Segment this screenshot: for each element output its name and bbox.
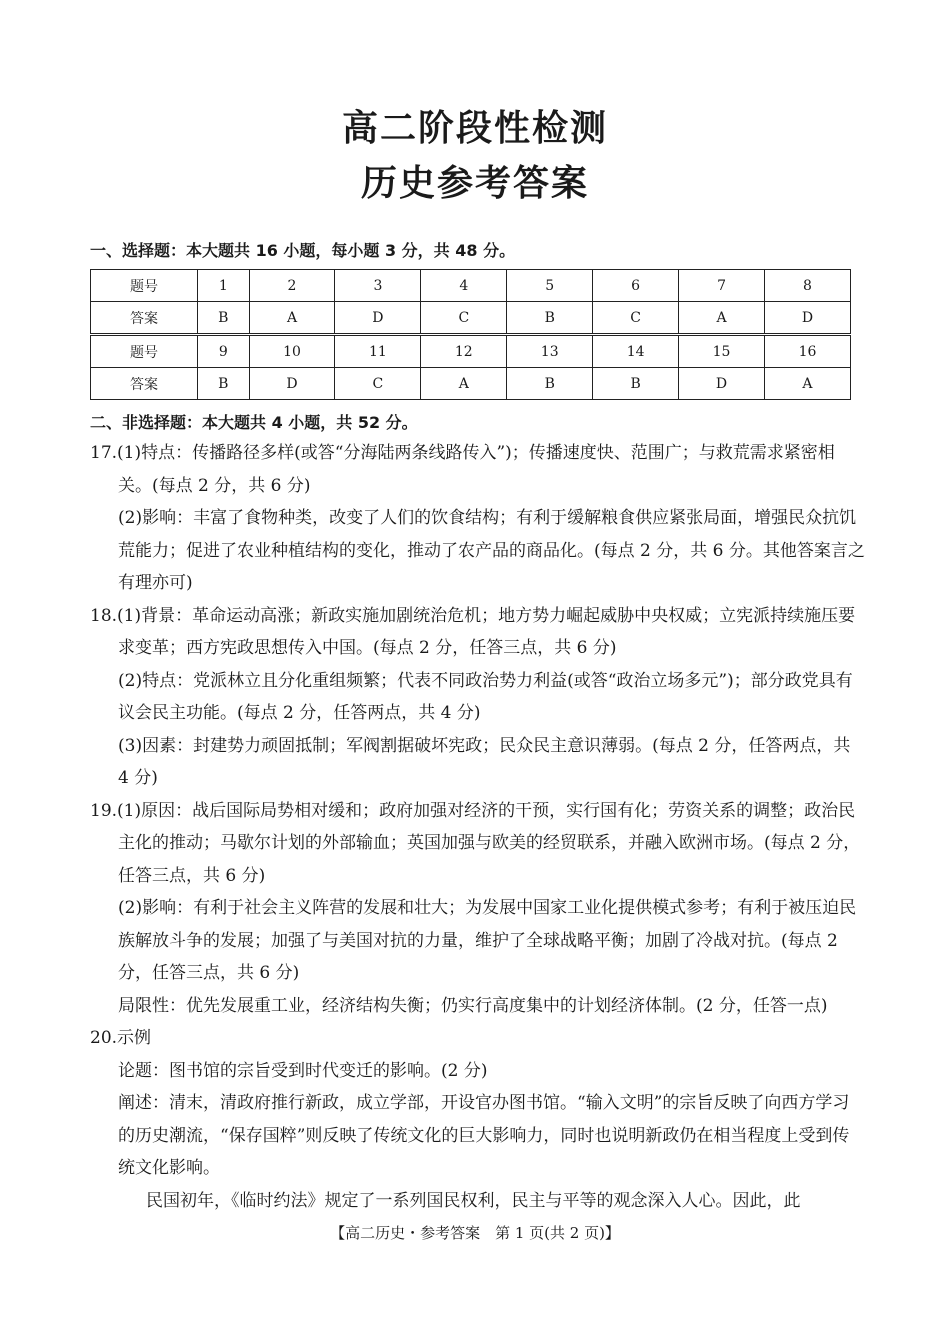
table-cell: D <box>335 302 421 335</box>
q20-label: 20.示例 <box>90 1028 152 1048</box>
answer-table <box>90 269 851 400</box>
table-cell: 12 <box>421 335 507 368</box>
row-label: 题号 <box>91 270 198 302</box>
table-cell: 8 <box>764 270 850 302</box>
table-cell: 10 <box>249 335 335 368</box>
q20-thesis: 论题：图书馆的宗旨受到时代变迁的影响。(2 分) <box>118 1060 488 1081</box>
table-cell: 5 <box>507 270 593 302</box>
q20-argument: 阐述：清末，清政府推行新政，成立学部，开设官办图书馆。“输入文明”的宗旨反映了向西方学习的历史潮流，“保存国粹”则反映了传统文化的巨大影响力，同时也说明新政仍在相当程度上受到传统文化影响。 <box>118 1093 850 1178</box>
q18-part1: 18.(1)背景：革命运动高涨；新政实施加剧统治危机；地方势力崛起威胁中央权威；立宪派持续施压要求变革；西方宪政思想传入中国。(每点 2 分，任答三点，共 6 分) <box>90 605 856 658</box>
table-cell: 3 <box>335 270 421 302</box>
table-cell: 14 <box>593 335 679 368</box>
table-row <box>91 302 851 335</box>
page-footer: 【高二历史・参考答案 第 1 页(共 2 页)】 <box>330 1224 620 1242</box>
q17-part2: (2)影响：丰富了食物种类，改变了人们的饮食结构；有利于缓解粮食供应紧张局面，增强民众抗饥荒能力；促进了农业种植结构的变化，推动了农产品的商品化。(每点 2 分，共 6 分。其他答案言之有理亦可) <box>118 508 865 593</box>
section1-heading: 一、选择题：本大题共 16 小题，每小题 3 分，共 48 分。 <box>90 241 516 260</box>
table-cell: A <box>764 368 850 400</box>
table-cell: B <box>198 368 250 400</box>
table-row <box>91 270 851 302</box>
q18-part3: (3)因素：封建势力顽固抵制；军阀割据破坏宪政；民众民主意识薄弱。(每点 2 分，任答两点，共 4 分) <box>118 735 851 788</box>
table-cell: C <box>421 302 507 335</box>
answers-body <box>90 437 865 1217</box>
q17-part1: 17.(1)特点：传播路径多样(或答“分海陆两条线路传入”)；传播速度快、范围广；与救荒需求紧密相关。(每点 2 分，共 6 分) <box>90 443 835 496</box>
table-cell: C <box>335 368 421 400</box>
table-cell: D <box>249 368 335 400</box>
section2-heading: 二、非选择题：本大题共 4 小题，共 52 分。 <box>90 413 418 432</box>
table-cell: A <box>249 302 335 335</box>
page-subtitle: 历史参考答案 <box>360 163 589 204</box>
table-cell: B <box>507 368 593 400</box>
table-cell: 2 <box>249 270 335 302</box>
q19-part2: (2)影响：有利于社会主义阵营的发展和壮大；为发展中国家工业化提供模式参考；有利于被压迫民族解放斗争的发展；加强了与美国对抗的力量，维护了全球战略平衡；加剧了冷战对抗。(每点 2 分，任答三点，共 6 分) <box>118 898 857 983</box>
table-cell: 9 <box>198 335 250 368</box>
table-cell: B <box>593 368 679 400</box>
table-cell: C <box>593 302 679 335</box>
table-cell: 1 <box>198 270 250 302</box>
table-row <box>91 335 851 368</box>
table-cell: 4 <box>421 270 507 302</box>
q18-part2: (2)特点：党派林立且分化重组频繁；代表不同政治势力利益(或答“政治立场多元”)；部分政党具有议会民主功能。(每点 2 分，任答两点，共 4 分) <box>118 670 853 723</box>
q19-limitation: 局限性：优先发展重工业，经济结构失衡；仍实行高度集中的计划经济体制。(2 分，任答一点) <box>118 995 828 1016</box>
table-cell: D <box>764 302 850 335</box>
table-cell: 6 <box>593 270 679 302</box>
table-cell: D <box>679 368 765 400</box>
table-cell: 13 <box>507 335 593 368</box>
row-label: 题号 <box>91 335 198 368</box>
table-cell: A <box>421 368 507 400</box>
table-cell: B <box>198 302 250 335</box>
table-cell: 7 <box>679 270 765 302</box>
table-cell: B <box>507 302 593 335</box>
table-cell: 16 <box>764 335 850 368</box>
page-title: 高二阶段性检测 <box>341 108 608 149</box>
row-label: 答案 <box>91 368 198 400</box>
table-cell: A <box>679 302 765 335</box>
table-cell: 15 <box>679 335 765 368</box>
q19-part1: 19.(1)原因：战后国际局势相对缓和；政府加强对经济的干预，实行国有化；劳资关系的调整；政治民主化的推动；马歇尔计划的外部输血；英国加强与欧美的经贸联系，并融入欧洲市场。(每点 2 分，任答三点，共 6 分) <box>90 800 861 886</box>
table-cell: 11 <box>335 335 421 368</box>
q20-argument-cont: 民国初年，《临时约法》规定了一系列国民权利，民主与平等的观念深入人心。因此，此 <box>146 1190 801 1211</box>
table-row <box>91 368 851 400</box>
row-label: 答案 <box>91 302 198 335</box>
